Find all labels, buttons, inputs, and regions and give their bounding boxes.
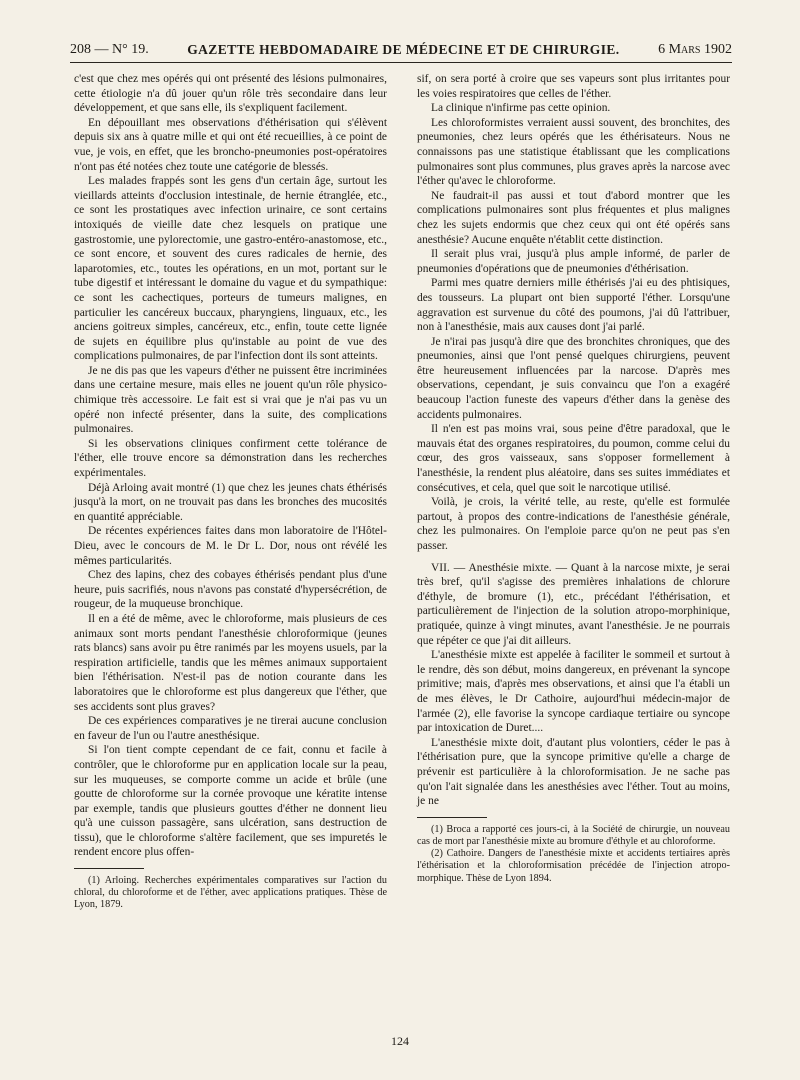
footnote: (1) Arloing. Recherches expérimentales comparatives sur l'action du chloral, du chloroforme et de l'éther, avec applications pratiques. Thèse de Lyon, 1879. — [74, 875, 387, 911]
footnote-rule — [417, 817, 487, 818]
footnotes — [417, 824, 730, 885]
left-column — [74, 72, 387, 912]
footnote-rule — [74, 868, 144, 869]
paragraph: Si les observations cliniques confirment cette tolérance de l'éther, elle trouve encore sa démonstration dans les recherches expérimentales. — [74, 437, 387, 480]
page-issue: 208 — N° 19. — [70, 42, 149, 57]
paragraph: Voilà, je crois, la vérité telle, au reste, qu'elle est formulée partout, à propos des contre-indications de l'anesthésie générale, chez les pulmonaires. On l'emploie parce qu'on ne peut pas s'en passer. — [417, 496, 730, 552]
footnote: (2) Cathoire. Dangers de l'anesthésie mixte et accidents tertiaires après l'éthérisation et la chloroformisation précédée de l'injection atropo-morphique. Thèse de Lyon 1894. — [417, 848, 730, 884]
footnotes — [74, 875, 387, 912]
paragraph: En dépouillant mes observations d'éthérisation qui s'élèvent depuis six ans à quatre mille et qui ont été recueillies, à ce point de vue, je vois, en effet, que les broncho-pneumonies post-opératoires n'ont pas été notées chez toute une catégorie de blessés. — [74, 116, 387, 173]
journal-title: GAZETTE HEBDOMADAIRE DE MÉDECINE ET DE CHIRURGIE. — [187, 42, 620, 57]
paragraph: Il en a été de même, avec le chloroforme, mais plusieurs de ces animaux sont morts pendant l'anesthésie chloroformique (jeunes rats blancs) sans avoir pu être ranimés par les moyens usuels, par la respiration artificielle, tandis que les mêmes animaux supportaient bien l'éthérisation. N'est-il pas de notion courante dans les laboratoires que le chloroforme est plus dangereux que l'éther, que ses accidents sont plus graves? — [74, 612, 387, 713]
paragraph: De ces expériences comparatives je ne tirerai aucune conclusion en faveur de l'un ou l'autre anesthésique. — [74, 715, 387, 742]
paragraph: c'est que chez mes opérés qui ont présenté des lésions pulmonaires, cette étiologie n'a dû jouer qu'un rôle très secondaire dans leur développement, et que sans elle, ils s'expliquent facilement. — [74, 73, 387, 115]
paragraph: L'anesthésie mixte doit, d'autant plus volontiers, céder le pas à l'éthérisation pure, que la syncope primitive qu'elle a charge de prévenir est particulière à la chloroformisation. Je ne sache pas qu'on l'ait signalée dans les anesthésies avec l'éther. Tout au moins, je ne — [417, 736, 730, 808]
paragraph: De récentes expériences faites dans mon laboratoire de l'Hôtel-Dieu, avec le concours de M. le Dr L. Dor, nous ont révélé les mêmes particularités. — [74, 525, 387, 567]
paragraph: sif, on sera porté à croire que ses vapeurs sont plus irritantes pour les voies respiratoires que celles de l'éther. — [417, 73, 730, 100]
paragraph: Ne faudrait-il pas aussi et tout d'abord montrer que les complications pulmonaires sont plus fréquentes et plus malignes chez les sujets endormis que chez ceux qui ont été opérés sans anesthésie? Aucune enquête n'établit cette distinction. — [417, 189, 730, 246]
paragraph: Il n'en est pas moins vrai, sous peine d'être paradoxal, que le mauvais état des organes respiratoires, du poumon, comme celui du cœur, des gros vaisseaux, sans s'opposer formellement à l'anesthésie, la rendent plus aléatoire, dans ses suites immédiates et consécutives, et cela, quel que soit le narcotique utilisé. — [417, 423, 730, 494]
running-header — [70, 38, 732, 63]
paragraph: Chez des lapins, chez des cobayes éthérisés pendant plus d'une heure, puis sacrifiés, nous n'avons pas constaté d'hypersécrétion, de rougeur, de la muqueuse bronchique. — [74, 569, 387, 611]
footnote: (1) Broca a rapporté ces jours-ci, à la Société de chirurgie, un nouveau cas de mort par l'anesthésie mixte au bromure d'éthyle et au chloroforme. — [417, 823, 730, 847]
page-number: 124 — [391, 1034, 409, 1048]
paragraph: Je n'irai pas jusqu'à dire que des bronchites chroniques, que des pneumonies, ainsi que l'ont pensé quelques chirurgiens, peuvent être heureusement influencées par la narcose. D'après mes observations, cependant, je suis convaincu que l'on a exagéré beaucoup l'action funeste des vapeurs d'éther dans la genèse des accidents pulmonaires. — [417, 335, 730, 421]
paragraph: Les chloroformistes verraient aussi souvent, des bronchites, des pneumonies, chez leurs opérés que les éthérisateurs. Nous ne connaissons pas une statistique établissant que les complications pulmonaires sont plus communes, plus graves après la narcose avec l'éther qu'avec le chloroforme. — [417, 116, 730, 188]
paragraph: Si l'on tient compte cependant de ce fait, connu et facile à contrôler, que le chloroforme pur en application locale sur la peau, sur les muqueuses, se comporte comme un acide et brûle (une goutte de chloroforme sur la cornée provoque une kératite intense par exemple, tandis que plusieurs gouttes d'éther ne donnent lieu qu'à une cuisson passagère, sans ulcération, sans destruction de tissu), que le chloroforme s'altère facilement, que ses impuretés le rendent encore plus offen- — [74, 744, 387, 859]
paragraph: Parmi mes quatre derniers mille éthérisés j'ai eu des phtisiques, des tousseurs. La plupart ont bien supporté l'éther. Lorsqu'une aggravation est survenue du côté des poumons, j'ai dû l'attribuer, non à l'anesthésie, mais aux causes dont j'ai parlé. — [417, 277, 730, 334]
paragraph: La clinique n'infirme pas cette opinion. — [431, 102, 611, 115]
paragraph: Les malades frappés sont les gens d'un certain âge, surtout les vieillards atteints d'occlusion intestinale, de hernie étranglée, etc., ce sont les prostatiques avec infection urinaire, ce sont certains intoxiqués de vieille date chez lesquels on pratique une gastrostomie, une pylorectomie, une gastro-entéro-anastomose, etc., ce sont encore, et souvent des cures radicales de hernie, des laparotomies, etc., toutes les opérations, en un mot, portant sur le tube digestif et intéressant le domaine du vague et du sympathique: ce sont les cachectiques, porteurs de tumeurs malignes, en particulier les cancéreux buccaux, pharyngiens, linguaux, etc., les anciens goitreux simples, cancéreux, etc., enfin, toute cette lignée de sujets en équilibre plus qu'instable au point de vue des complications pulmonaires, de par l'infection dont ils sont atteints. — [74, 175, 387, 363]
paragraph: Déjà Arloing avait montré (1) que chez les jeunes chats éthérisés jusqu'à la mort, on ne trouvait pas dans les bronches des mucosités en quantité appréciable. — [74, 481, 387, 523]
paragraph: Il serait plus vrai, jusqu'à plus ample informé, de parler de pneumonies d'opérations que de pneumonies d'éthérisation. — [417, 248, 730, 275]
paragraph: L'anesthésie mixte est appelée à faciliter le sommeil et surtout à le rendre, dès son début, moins dangereux, en prévenant la syncope primitive; mais, d'après mes observations, et ainsi que l'a établi un de mes élèves, le Dr Cathoire, aujourd'hui médecin-major de l'armée (2), elle favorise la syncope cardiaque tertiaire ou syncope par intoxication de Duret.... — [417, 649, 730, 735]
paragraph: Je ne dis pas que les vapeurs d'éther ne puissent être incriminées dans une certaine mesure, mais elles ne jouent qu'un rôle physico-chimique très accessoire. Le fait est si vrai que je n'ai pas vu un opéré non infecté présenter, dans la suite, des complications pulmonaires. — [74, 364, 387, 436]
section-paragraph: VII. — Anesthésie mixte. — Quant à la narcose mixte, je serai très bref, qu'il s'agisse des premières inhalations de chlorure d'éthyle, de bromure (1), etc., précédant l'éthérisation, et particulièrement de l'injection de la solution atropo-morphinique, pratiquée, quinze à vingt minutes, avant l'anesthésie. Je ne pourrais que répéter ce que j'ai dit ailleurs. — [417, 561, 730, 647]
issue-date: 6 Mars 1902 — [658, 42, 732, 57]
right-column — [417, 72, 730, 885]
